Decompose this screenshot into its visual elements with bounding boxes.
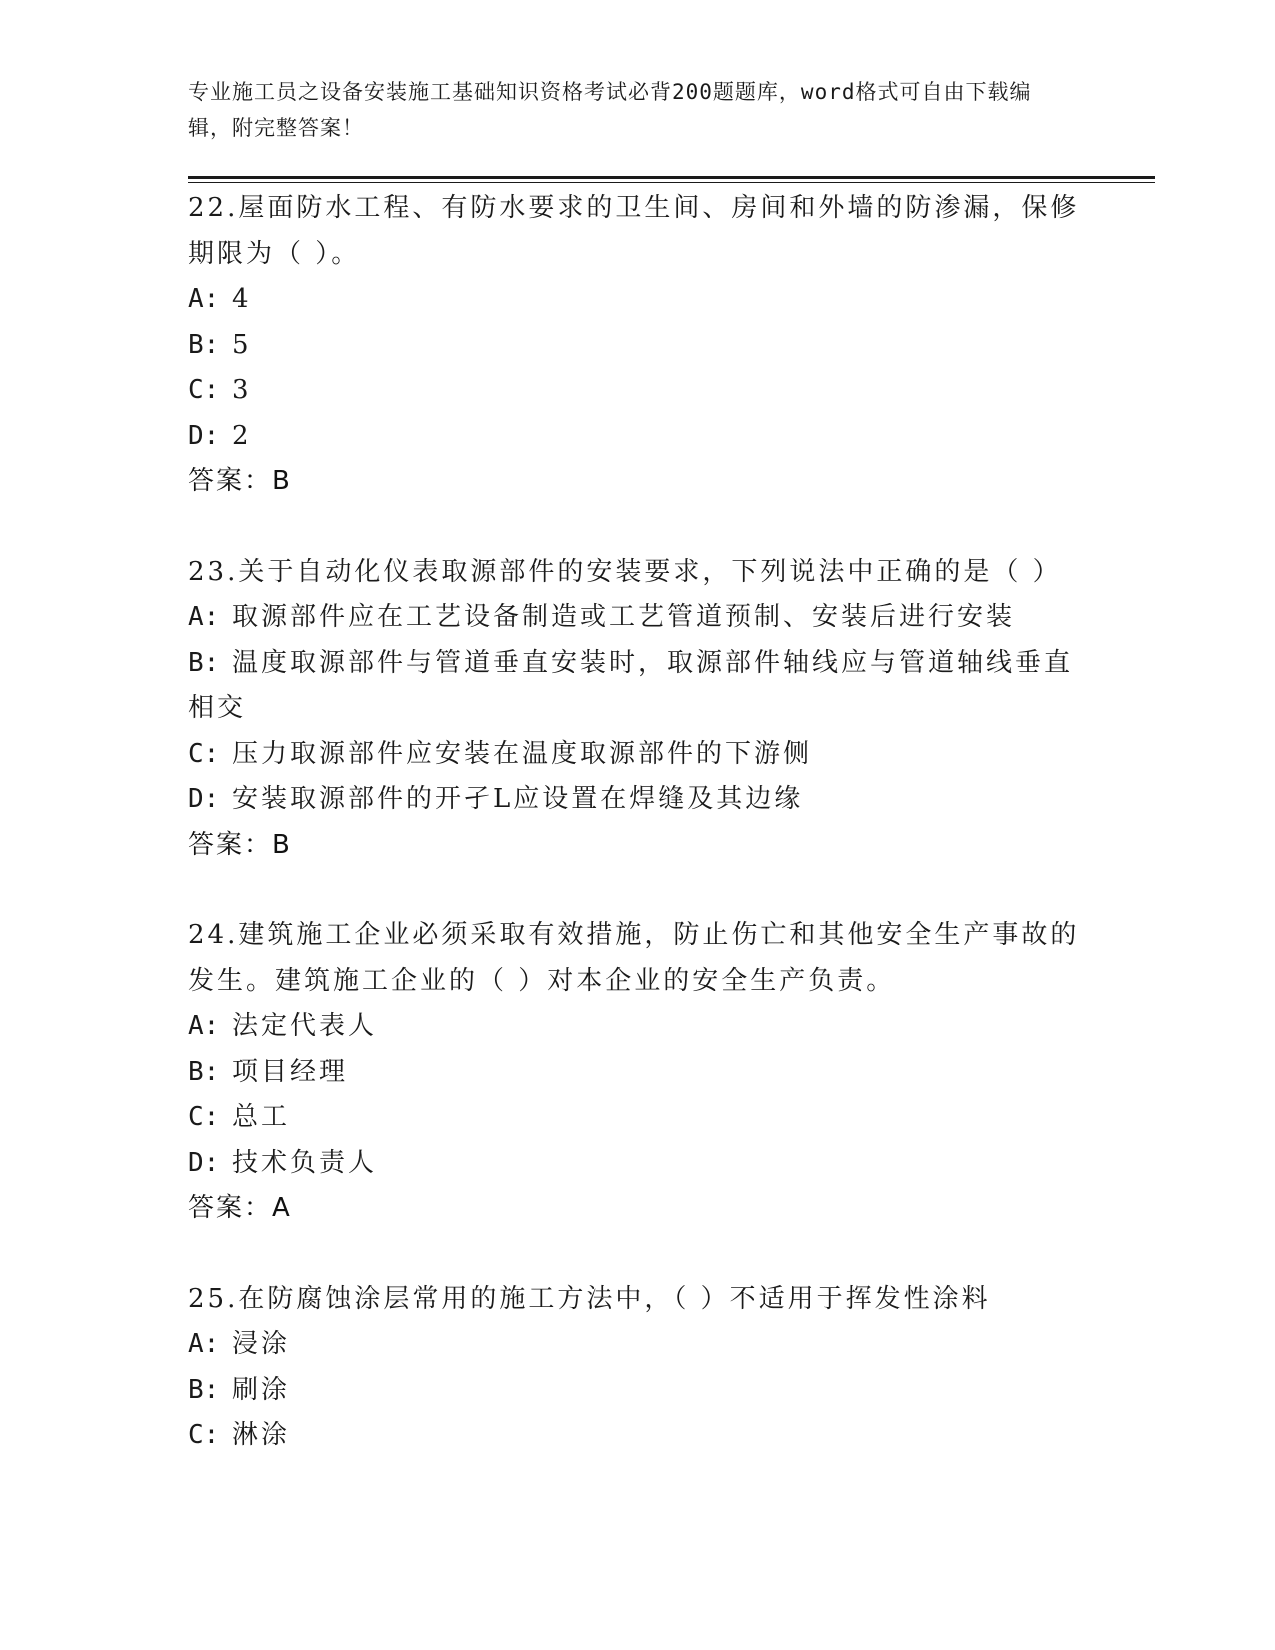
option-b (188, 1368, 1088, 1414)
question-stem: 22.屋面防水工程、有防水要求的卫生间、房间和外墙的防渗漏，保修期限为（ ）。 (188, 193, 1080, 269)
option-text: 安装取源部件的开孑L应设置在焊缝及其边缘 (232, 784, 804, 814)
answer-line: 答案：A (188, 1193, 292, 1223)
document-header: 专业施工员之设备安装施工基础知识资格考试必背200题题库，word格式可自由下载编辑，附完整答案！ (188, 80, 1032, 140)
option-letter: C: (188, 375, 220, 405)
question-22 (188, 186, 1088, 505)
header-divider-thin (188, 182, 1155, 183)
option-d (188, 1141, 1088, 1187)
option-b (188, 323, 1088, 369)
answer-line: 答案：B (188, 829, 292, 860)
answer-line: 答案：B (188, 466, 292, 496)
question-24 (188, 913, 1088, 1232)
option-text: 技术负责人 (232, 1147, 378, 1178)
option-c (188, 368, 1088, 414)
question-list (188, 186, 1088, 1504)
option-letter: D: (188, 1147, 220, 1178)
option-a (188, 277, 1088, 323)
option-letter: D: (188, 784, 220, 814)
option-text: 淋涂 (232, 1420, 291, 1450)
option-c (188, 732, 1088, 778)
option-text: 5 (232, 329, 252, 360)
option-d (188, 777, 1088, 823)
option-text: 浸涂 (232, 1329, 291, 1359)
option-letter: A: (188, 1011, 220, 1041)
option-b (188, 641, 1088, 732)
option-a (188, 1322, 1088, 1368)
option-c (188, 1095, 1088, 1141)
option-text: 温度取源部件与管道垂直安装时，取源部件轴线应与管道轴线垂直相交 (188, 647, 1074, 723)
question-23 (188, 550, 1088, 869)
option-letter: A: (188, 1329, 220, 1359)
option-letter: A: (188, 602, 220, 632)
question-stem: 23.关于自动化仪表取源部件的安装要求，下列说法中正确的是（ ） (188, 556, 1062, 587)
option-text: 压力取源部件应安装在温度取源部件的下游侧 (232, 738, 813, 769)
option-letter: B: (188, 1374, 220, 1405)
option-letter: B: (188, 329, 220, 360)
header-divider-thick (188, 176, 1155, 179)
option-text: 刷涂 (232, 1374, 291, 1405)
option-d (188, 414, 1088, 460)
option-letter: B: (188, 647, 220, 678)
option-text: 3 (232, 375, 252, 405)
question-stem: 24.建筑施工企业必须采取有效措施，防止伤亡和其他安全生产事故的发生。建筑施工企业的（ ）对本企业的安全生产负责。 (188, 920, 1080, 996)
option-text: 总工 (232, 1102, 291, 1132)
option-letter: C: (188, 1102, 220, 1132)
option-letter: C: (188, 1420, 220, 1450)
option-c (188, 1413, 1088, 1459)
option-text: 4 (232, 284, 252, 314)
option-text: 取源部件应在工艺设备制造或工艺管道预制、安装后进行安装 (232, 602, 1016, 632)
option-b (188, 1050, 1088, 1096)
option-letter: C: (188, 738, 220, 769)
option-text: 2 (232, 420, 252, 451)
option-text: 项目经理 (232, 1056, 349, 1087)
option-text: 法定代表人 (232, 1011, 378, 1041)
option-letter: D: (188, 420, 220, 451)
option-letter: A: (188, 284, 220, 314)
question-stem: 25.在防腐蚀涂层常用的施工方法中，（ ）不适用于挥发性涂料 (188, 1283, 991, 1314)
question-25 (188, 1277, 1088, 1459)
option-a (188, 595, 1088, 641)
option-a (188, 1004, 1088, 1050)
option-letter: B: (188, 1056, 220, 1087)
